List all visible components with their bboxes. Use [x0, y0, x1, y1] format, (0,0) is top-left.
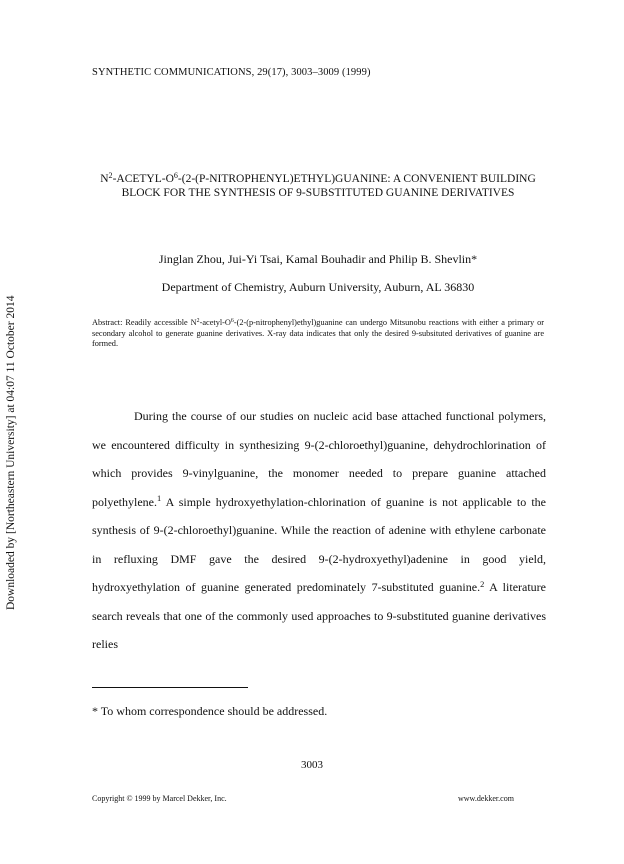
reference-marker-1: 1: [156, 494, 162, 504]
footnote: * To whom correspondence should be addressed.: [92, 704, 328, 718]
title-text-1: N: [100, 173, 109, 185]
reference-marker-2: 2: [480, 579, 485, 589]
journal-header: SYNTHETIC COMMUNICATIONS, 29(17), 3003–3009 (1999): [92, 67, 371, 78]
abstract: [92, 318, 544, 350]
title-superscript-1: 2: [108, 170, 113, 180]
abstract-text-2: -acetyl-O: [199, 318, 231, 327]
abstract-text-1: Abstract: Readily accessible N: [92, 318, 197, 327]
title-text-3: -(2-(P-NITROPHENYL)ETHYL)GUANINE: A CONVENIENT BUILDING BLOCK FOR THE SYNTHESIS OF 9-SUBSTITUTED GUANINE DERIVATIVES: [121, 173, 536, 199]
publisher-website: www.dekker.com: [458, 794, 514, 803]
article-title: [90, 172, 546, 200]
abstract-superscript-1: 2: [196, 318, 200, 325]
title-text-2: -ACETYL-O: [112, 173, 174, 185]
title-superscript-2: 6: [173, 170, 178, 180]
body-paragraph: [92, 402, 546, 659]
body-text-3: A literature search reveals that one of the commonly used approaches to 9-substituted guanine derivatives relies: [92, 580, 546, 651]
affiliation: Department of Chemistry, Auburn University, Auburn, AL 36830: [161, 280, 475, 294]
download-watermark: Downloaded by [Northeastern University] at 04:07 11 October 2014: [5, 295, 17, 610]
footnote-divider: [92, 687, 248, 688]
abstract-superscript-2: 6: [230, 318, 234, 325]
abstract-text-3: -(2-(p-nitrophenyl)ethyl)guanine can undergo Mitsunobu reactions with either a primary or secondary alcohol to generate guanine derivatives. X-ray data indicates that only the desired 9-subsituted derivatives of guanine are formed.: [92, 318, 544, 348]
body-text-1: During the course of our studies on nucleic acid base attached functional polymers, we encountered difficulty in synthesizing 9-(2-chloroethyl)guanine, dehydrochlorination of which provides 9-vinylguanine, the monomer needed to prepare guanine attached polyethylene.: [92, 409, 546, 509]
author-list: Jinglan Zhou, Jui-Yi Tsai, Kamal Bouhadir and Philip B. Shevlin*: [158, 252, 478, 266]
page-number: 3003: [301, 759, 323, 771]
body-text-2: A simple hydroxyethylation-chlorination of guanine is not applicable to the synthesis of 9-(2-chloroethyl)guanine. While the reaction of adenine with ethylene carbonate in refluxing DMF gave the desired 9-(2-hydroxyethyl)adenine in good yield, hydroxyethylation of guanine generated predominately 7-substituted guanine.: [92, 494, 546, 594]
copyright-notice: Copyright © 1999 by Marcel Dekker, Inc.: [92, 794, 227, 803]
